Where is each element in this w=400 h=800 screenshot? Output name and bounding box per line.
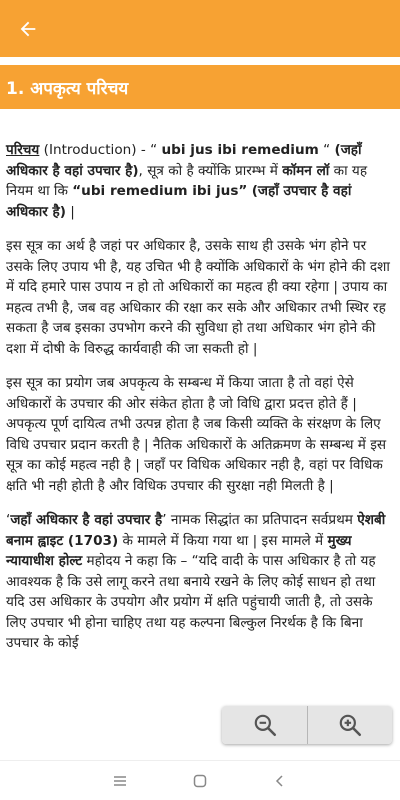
menu-icon [112,773,128,789]
zoom-controls [222,706,392,744]
home-icon [192,773,208,789]
app-bar [0,0,400,57]
recent-apps-button[interactable] [100,761,140,800]
zoom-in-icon [337,712,363,738]
zoom-out-button[interactable] [222,706,307,744]
zoom-in-button[interactable] [307,706,392,744]
paragraph-usage: इस सूत्र का प्रयोग जब अपकृत्य के सम्बन्ध में किया जाता है तो वहां ऐसे अधिकारों के उपचार की ओर संकेत होता है जो विधि द्वारा प्रदत्त होते हैं | अपकृत्य पूर्ण दायित्व तभी उत्पन्न होता है जब किसी व्यक्ति के संरक्षण के लिए विधि उपचार प्रदान करती है | नैतिक अधिकारों के अतिक्रमण के सम्बन्ध में इस सूत्र का कोई महत्व नही है | जहाँ पर विधिक अधिकार नही है, वहां पर विधिक क्षति भी नही होती है और विधिक उपचार की सुरक्षा नही मिलती है | [6,375,387,494]
back-button[interactable] [0,0,56,57]
paragraph-intro: परिचय (Introduction) - “ ubi jus ibi remedium “ (जहाँ अधिकार है वहां उपचार है), सूत्र को है क्योंकि प्रारम्भ में कॉमन लॉ का यह नियम था कि “ubi remedium ibi jus” (जहाँ उपचार है वहां अधिकार है) | [6,142,368,220]
section-title: 1. अपकृत्य परिचय [6,78,129,99]
home-button[interactable] [180,761,220,800]
intro-heading: परिचय [6,142,40,158]
article-content [0,140,400,760]
zoom-out-icon [252,712,278,738]
paragraph-meaning: इस सूत्र का अर्थ है जहां पर अधिकार है, उसके साथ ही उसके भंग होने पर उसके लिए उपाय भी है, यह उचित भी है क्योंकि अधिकारों के भंग होने की दशा में यदि हमारे पास उपाय न हो तो अधिकारों का महत्व ही क्या रहेगा | उपाय का महत्व तभी है, जब वह अधिकार की रक्षा कर सके और अधिकार तभी स्थिर रह सकता है जब इसका उपभोग करने की सुविधा हो तथा अधिकार भंग होने की दशा में दोषी के विरुद्ध कार्यवाही की जा सकती हो | [6,238,390,357]
nav-back-button[interactable] [260,761,300,800]
paragraph-case: ‘जहाँ अधिकार है वहां उपचार है’ नामक सिद्धांत का प्रतिपादन सर्वप्रथम ऐशबी बनाम ह्वाइट (1703) के मामले में किया गया था | इस मामले में मुख्य न्यायाधीश होल्ट महोदय ने कहा कि – “यदि वादी के पास अधिकार है तो यह आवश्यक है कि उसे लागू करने तथा बनाये रखने के लिए कोई साधन हो तथा यदि उस अधिकार के उपयोग और प्रयोग में क्षति पहुंचायी जाती है, तो उसके लिए उपचार भी होना चाहिए तथा यह कल्पना बिल्कुल निरर्थक है कि बिना उपचार के कोई [6,512,386,651]
back-triangle-icon [272,773,288,789]
section-title-bar [0,65,400,109]
system-nav-bar [0,760,400,800]
arrow-left-icon [17,18,39,40]
